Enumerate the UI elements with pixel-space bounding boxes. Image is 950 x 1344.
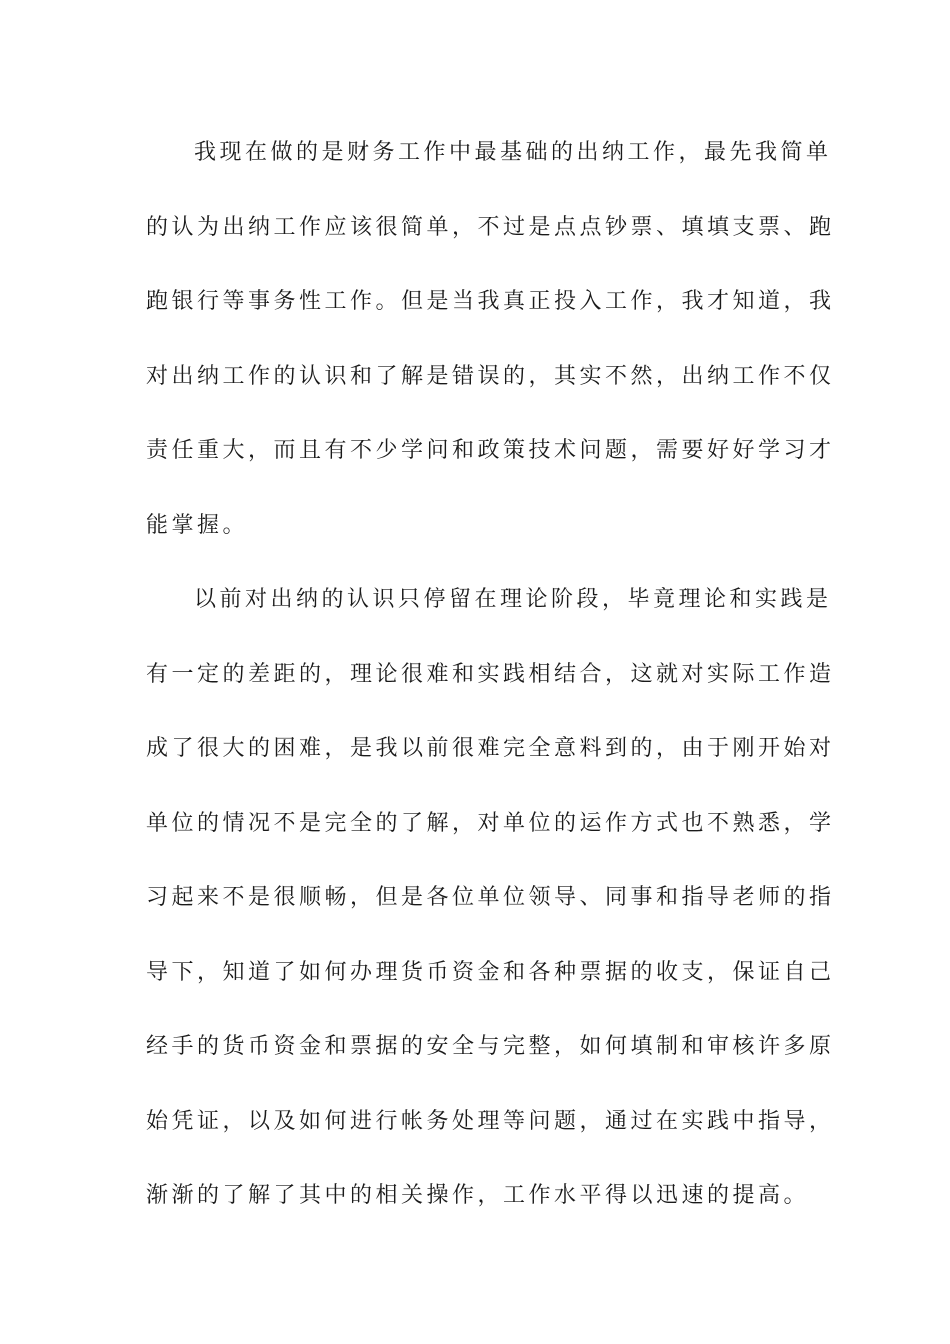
paragraph-line: 成了很大的困难，是我以前很难完全意料到的，由于刚开始对 — [146, 736, 835, 761]
paragraph-line: 有一定的差距的，理论很难和实践相结合，这就对实际工作造 — [146, 661, 835, 687]
paragraph-1 — [146, 116, 835, 563]
paragraph-line: 跑银行等事务性工作。但是当我真正投入工作，我才知道，我 — [146, 289, 835, 314]
paragraph-line: 以前对出纳的认识只停留在理论阶段，毕竟理论和实践是 — [194, 587, 832, 612]
paragraph-line: 始凭证，以及如何进行帐务处理等问题，通过在实践中指导， — [146, 1108, 835, 1134]
paragraph-line: 责任重大，而且有不少学问和政策技术问题，需要好好学习才 — [146, 438, 835, 463]
paragraph-line: 我现在做的是财务工作中最基础的出纳工作，最先我简单 — [194, 140, 832, 165]
paragraph-line: 对出纳工作的认识和了解是错误的，其实不然，出纳工作不仅 — [146, 363, 835, 389]
paragraph-line: 能掌握。 — [146, 512, 249, 538]
paragraph-line: 经手的货币资金和票据的安全与完整，如何填制和审核许多原 — [146, 1034, 835, 1059]
paragraph-line: 渐渐的了解了其中的相关操作，工作水平得以迅速的提高。 — [146, 1183, 810, 1208]
paragraph-2 — [146, 563, 835, 1234]
paragraph-line: 的认为出纳工作应该很简单，不过是点点钞票、填填支票、跑 — [146, 214, 835, 240]
paragraph-line: 习起来不是很顺畅，但是各位单位领导、同事和指导老师的指 — [146, 885, 835, 910]
paragraph-line: 单位的情况不是完全的了解，对单位的运作方式也不熟悉，学 — [146, 810, 835, 836]
paragraph-line: 导下，知道了如何办理货币资金和各种票据的收支，保证自己 — [146, 959, 835, 985]
